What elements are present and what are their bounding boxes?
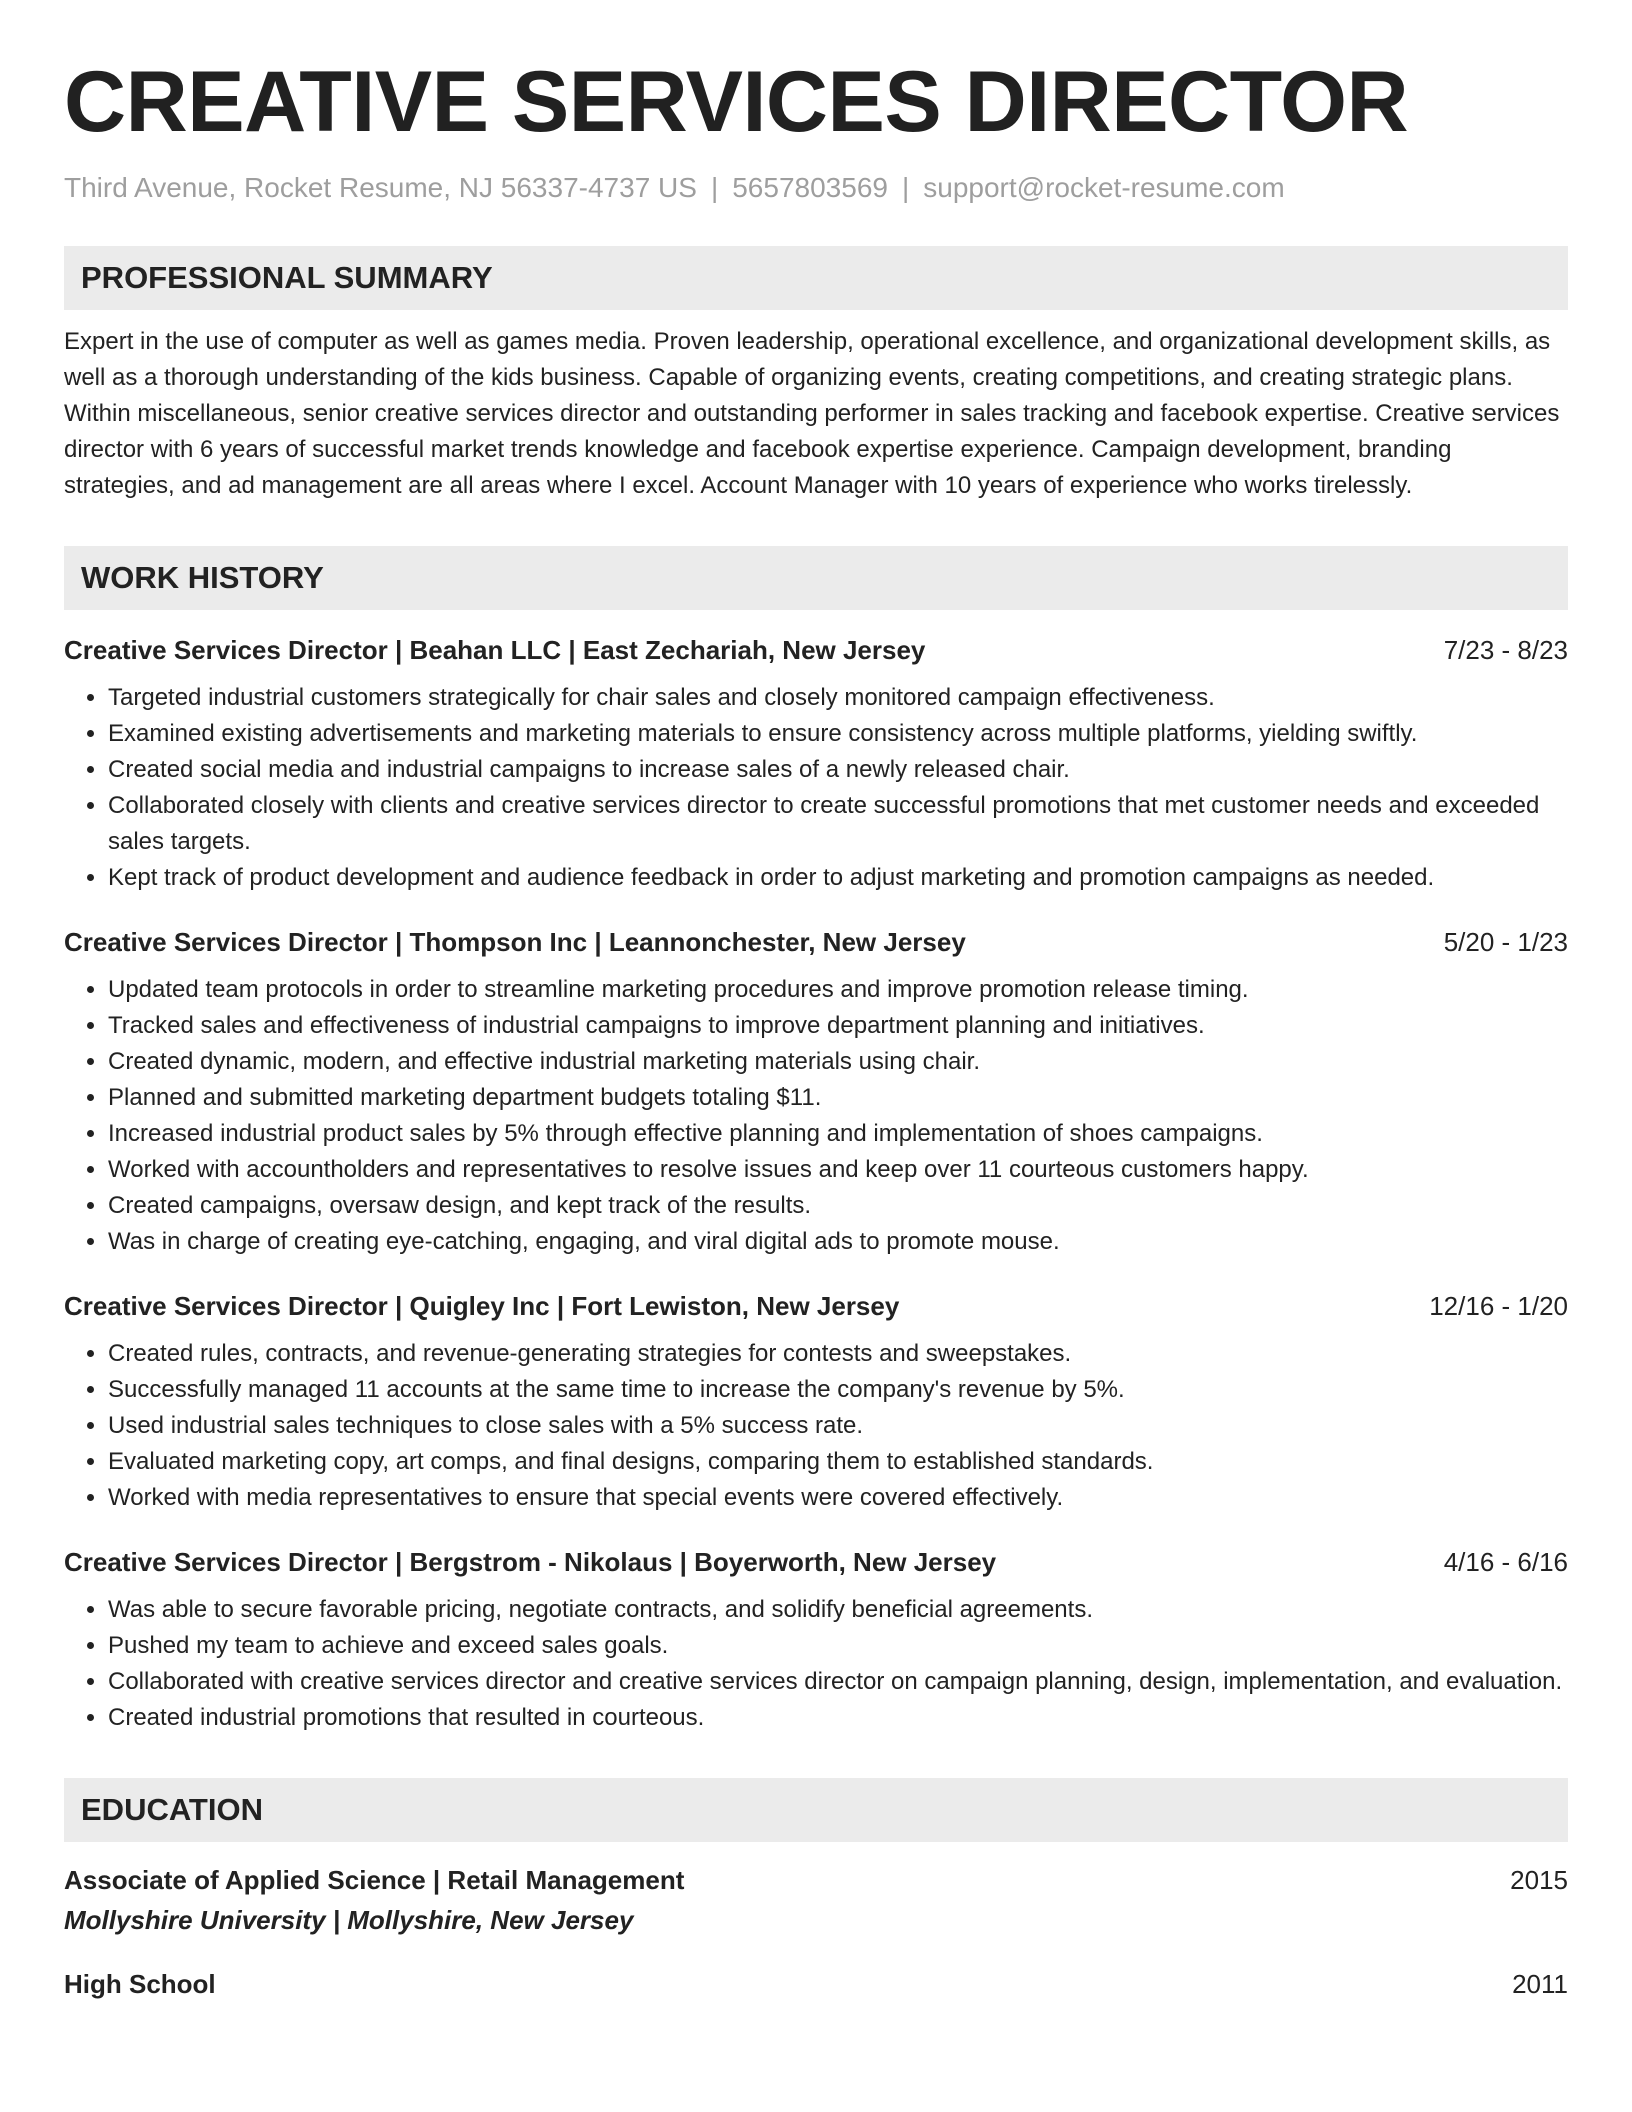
job-title: Creative Services Director | Beahan LLC | East Zechariah, New Jersey xyxy=(64,635,926,666)
job-entry xyxy=(64,630,1568,896)
job-bullet-list xyxy=(64,680,1568,896)
resume-title: CREATIVE SERVICES DIRECTOR xyxy=(64,54,1409,150)
job-header xyxy=(64,1286,1568,1326)
job-bullet: • Updated team protocols in order to streamline marketing procedures and improve promotion release timing. xyxy=(108,972,1568,1008)
job-bullet: • Examined existing advertisements and marketing materials to ensure consistency across multiple platforms, yielding swiftly. xyxy=(108,716,1568,752)
job-dates: 7/23 - 8/23 xyxy=(1443,635,1568,666)
job-bullet: • Collaborated closely with clients and creative services director to create successful promotions that met customer needs and exceeded sales targets. xyxy=(108,788,1568,860)
job-bullet-list xyxy=(64,1336,1568,1516)
education-degree: High School xyxy=(64,1969,216,2000)
job-bullet: • Collaborated with creative services director and creative services director on campaign planning, design, implementation, and evaluation. xyxy=(108,1664,1568,1700)
work-history-list xyxy=(64,630,1568,1736)
job-entry xyxy=(64,922,1568,1260)
education-year: 2011 xyxy=(1512,1969,1568,2000)
education-list xyxy=(64,1860,1568,2004)
section-heading-summary: PROFESSIONAL SUMMARY xyxy=(64,246,1568,310)
job-bullet: • Kept track of product development and audience feedback in order to adjust marketing and promotion campaigns as needed. xyxy=(108,860,1568,896)
job-bullet: • Tracked sales and effectiveness of industrial campaigns to improve department planning and initiatives. xyxy=(108,1008,1568,1044)
education-entry xyxy=(64,1964,1568,2004)
contact-separator: | xyxy=(901,172,910,204)
job-header xyxy=(64,630,1568,670)
job-bullet: • Was able to secure favorable pricing, negotiate contracts, and solidify beneficial agreements. xyxy=(108,1592,1568,1628)
job-bullet: • Successfully managed 11 accounts at the same time to increase the company's revenue by 5%. xyxy=(108,1372,1568,1408)
job-title: Creative Services Director | Thompson Inc | Leannonchester, New Jersey xyxy=(64,927,966,958)
job-bullet: • Targeted industrial customers strategically for chair sales and closely monitored campaign effectiveness. xyxy=(108,680,1568,716)
job-title: Creative Services Director | Quigley Inc | Fort Lewiston, New Jersey xyxy=(64,1291,900,1322)
summary-text: Expert in the use of computer as well as games media. Proven leadership, operational excellence, and organizational development skills, as well as a thorough understanding of the kids business. Capable of organizing events, creating competitions, and creating strategic plans. Within miscellaneous, senior creative services director and outstanding performer in sales tracking and facebook expertise. Creative services director with 6 years of successful market trends knowledge and facebook expertise experience. Campaign development, branding strategies, and ad management are all areas where I excel. Account Manager with 10 years of experience who works tirelessly. xyxy=(64,328,1560,500)
job-bullet: • Evaluated marketing copy, art comps, and final designs, comparing them to established standards. xyxy=(108,1444,1568,1480)
job-bullet: • Planned and submitted marketing department budgets totaling $11. xyxy=(108,1080,1568,1116)
job-bullet-list xyxy=(64,972,1568,1260)
education-header xyxy=(64,1860,1568,1900)
section-heading-education: EDUCATION xyxy=(64,1778,1568,1842)
contact-line xyxy=(64,172,1568,204)
job-bullet: • Created rules, contracts, and revenue-generating strategies for contests and sweepstakes. xyxy=(108,1336,1568,1372)
job-bullet: • Worked with accountholders and representatives to resolve issues and keep over 11 courteous customers happy. xyxy=(108,1152,1568,1188)
job-bullet: • Was in charge of creating eye-catching, engaging, and viral digital ads to promote mouse. xyxy=(108,1224,1568,1260)
job-bullet: • Created industrial promotions that resulted in courteous. xyxy=(108,1700,1568,1736)
job-dates: 12/16 - 1/20 xyxy=(1429,1291,1568,1322)
contact-phone: 5657803569 xyxy=(732,172,888,204)
section-heading-work-history: WORK HISTORY xyxy=(64,546,1568,610)
job-bullet: • Increased industrial product sales by 5% through effective planning and implementation of shoes campaigns. xyxy=(108,1116,1568,1152)
job-bullet: • Used industrial sales techniques to close sales with a 5% success rate. xyxy=(108,1408,1568,1444)
education-year: 2015 xyxy=(1510,1865,1568,1896)
job-bullet: • Pushed my team to achieve and exceed sales goals. xyxy=(108,1628,1568,1664)
job-entry xyxy=(64,1286,1568,1516)
job-bullet: • Worked with media representatives to ensure that special events were covered effectively. xyxy=(108,1480,1568,1516)
contact-email: support@rocket-resume.com xyxy=(923,172,1285,204)
job-title: Creative Services Director | Bergstrom - Nikolaus | Boyerworth, New Jersey xyxy=(64,1547,997,1578)
job-bullet-list xyxy=(64,1592,1568,1736)
job-bullet: • Created dynamic, modern, and effective industrial marketing materials using chair. xyxy=(108,1044,1568,1080)
job-entry xyxy=(64,1542,1568,1736)
job-dates: 4/16 - 6/16 xyxy=(1443,1547,1568,1578)
job-header xyxy=(64,1542,1568,1582)
education-entry xyxy=(64,1860,1568,1940)
job-bullet: • Created campaigns, oversaw design, and kept track of the results. xyxy=(108,1188,1568,1224)
education-degree: Associate of Applied Science | Retail Management xyxy=(64,1865,685,1896)
education-header xyxy=(64,1964,1568,2004)
contact-address: Third Avenue, Rocket Resume, NJ 56337-4737 US xyxy=(64,172,697,204)
contact-separator: | xyxy=(710,172,719,204)
job-dates: 5/20 - 1/23 xyxy=(1443,927,1568,958)
education-school: Mollyshire University | Mollyshire, New Jersey xyxy=(64,1905,634,1936)
job-header xyxy=(64,922,1568,962)
job-bullet: • Created social media and industrial campaigns to increase sales of a newly released chair. xyxy=(108,752,1568,788)
